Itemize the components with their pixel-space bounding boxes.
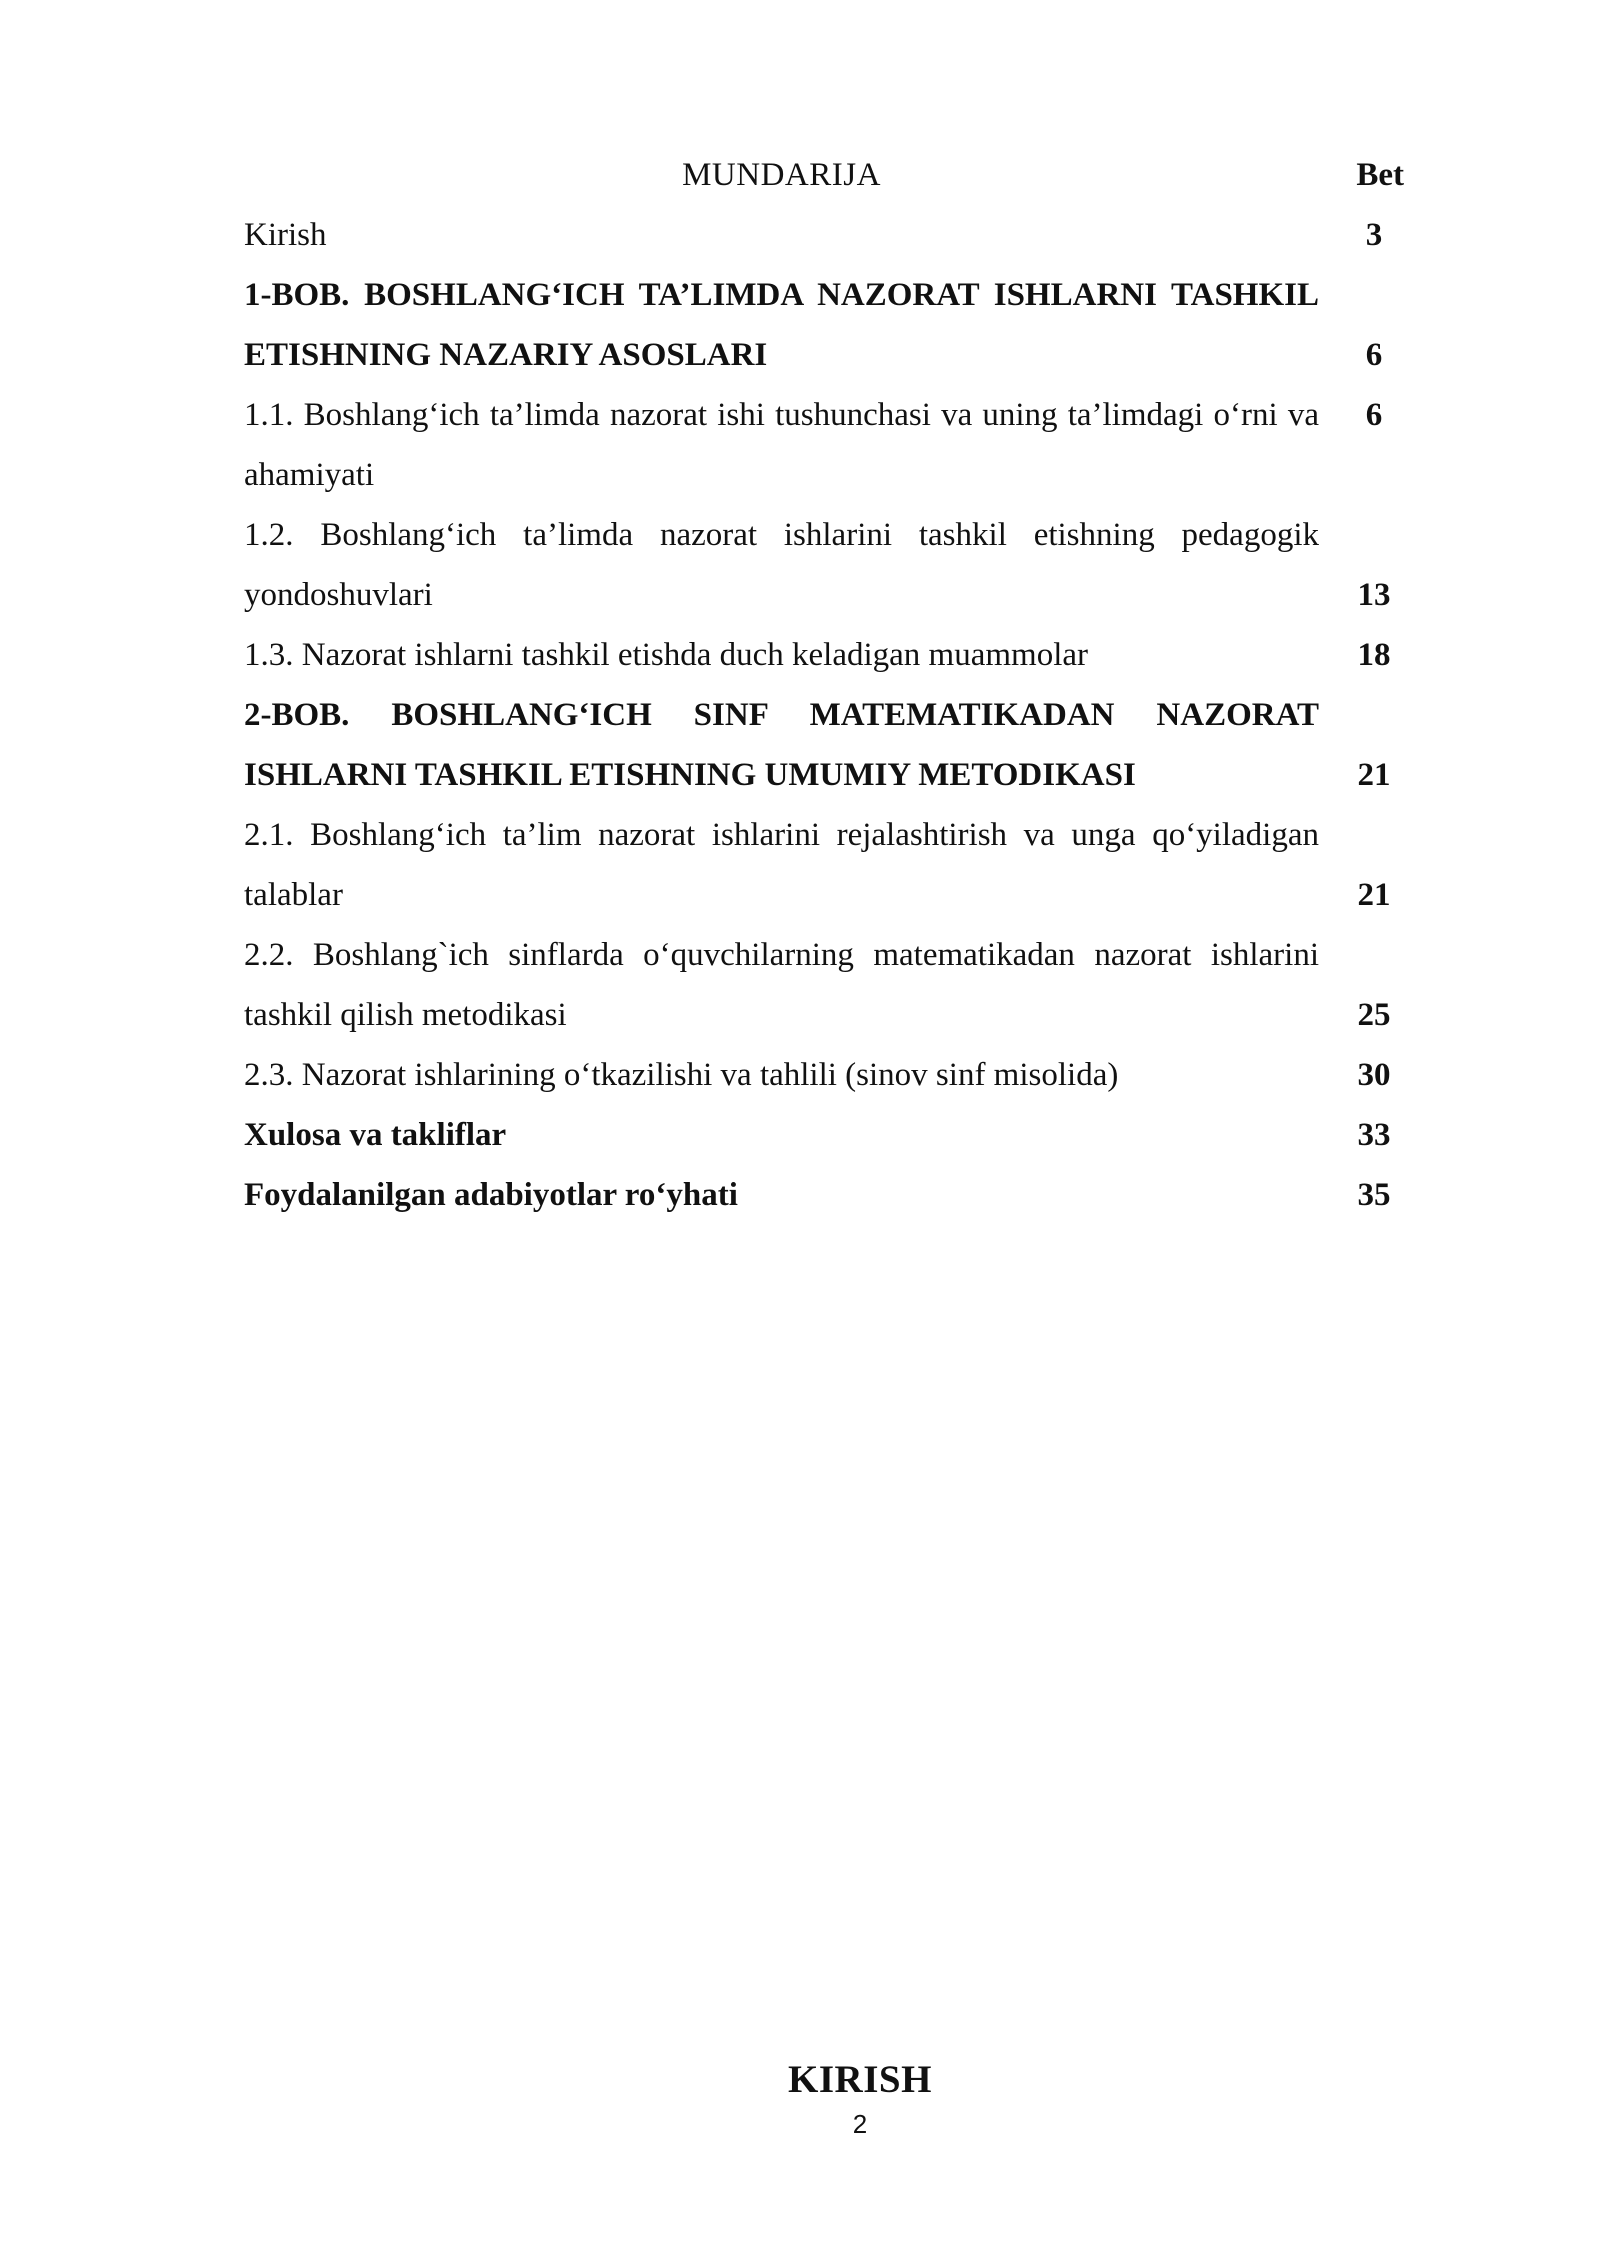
toc-entry-text: 1.1. Boshlang‘ich ta’limda nazorat ishi tushunchasi va uning ta’limdagi o‘rni va ahamiyati: [244, 397, 1319, 493]
toc-entry-section-1-1: [244, 385, 1404, 505]
toc-entry-page: 18: [1357, 637, 1391, 673]
toc-entry-page: 13: [1357, 577, 1391, 613]
table-of-contents: [244, 145, 1404, 1225]
toc-title: MUNDARIJA: [682, 157, 881, 193]
toc-entry-text: 2.3. Nazorat ishlarining o‘tkazilishi va tahlili (sinov sinf misolida): [244, 1057, 1119, 1093]
toc-page-column-header: Bet: [1356, 157, 1404, 193]
toc-entry-page: 33: [1357, 1117, 1391, 1153]
page-number: 2: [852, 2109, 868, 2139]
section-heading-kirish: KIRISH: [788, 2058, 932, 2101]
toc-entry-page: 6: [1365, 397, 1383, 433]
toc-entry-page: 21: [1357, 877, 1391, 913]
toc-entry-text: 1-BOB. BOSHLANG‘ICH TA’LIMDA NAZORAT ISHLARNI TASHKIL ETISHNING NAZARIY ASOSLARI: [244, 277, 1319, 373]
toc-entry-page: 6: [1365, 337, 1383, 373]
toc-entry-kirish: [244, 205, 1404, 265]
toc-entry-section-2-3: [244, 1045, 1404, 1105]
toc-entry-text: 1.3. Nazorat ishlarni tashkil etishda duch keladigan muammolar: [244, 637, 1089, 673]
toc-entry-page: 35: [1357, 1177, 1391, 1213]
toc-entry-page: 25: [1357, 997, 1391, 1033]
toc-list: [244, 205, 1404, 1225]
toc-entry-text: Foydalanilgan adabiyotlar ro‘yhati: [244, 1177, 738, 1213]
toc-entry-conclusion: [244, 1105, 1404, 1165]
toc-entry-chapter-1: [244, 265, 1404, 385]
toc-entry-chapter-2: [244, 685, 1404, 805]
toc-entry-bibliography: [244, 1165, 1404, 1225]
toc-entry-section-1-3: [244, 625, 1404, 685]
toc-entry-text: 2-BOB. BOSHLANG‘ICH SINF MATEMATIKADAN NAZORAT ISHLARNI TASHKIL ETISHNING UMUMIY METODIKASI: [244, 697, 1319, 793]
toc-entry-page: 3: [1365, 217, 1383, 253]
toc-header: [244, 145, 1404, 205]
toc-entry-text: Kirish: [244, 217, 327, 253]
toc-entry-section-2-1: [244, 805, 1404, 925]
toc-entry-text: Xulosa va takliflar: [244, 1117, 507, 1153]
toc-entry-text: 2.1. Boshlang‘ich ta’lim nazorat ishlarini rejalashtirish va unga qo‘yiladigan talablar: [244, 817, 1319, 913]
toc-entry-text: 2.2. Boshlang`ich sinflarda o‘quvchilarning matematikadan nazorat ishlarini tashkil qilish metodikasi: [244, 937, 1319, 1033]
toc-entry-section-1-2: [244, 505, 1404, 625]
toc-entry-text: 1.2. Boshlang‘ich ta’limda nazorat ishlarini tashkil etishning pedagogik yondoshuvlari: [244, 517, 1319, 613]
toc-entry-page: 30: [1357, 1057, 1391, 1093]
toc-entry-section-2-2: [244, 925, 1404, 1045]
toc-entry-page: 21: [1357, 757, 1391, 793]
